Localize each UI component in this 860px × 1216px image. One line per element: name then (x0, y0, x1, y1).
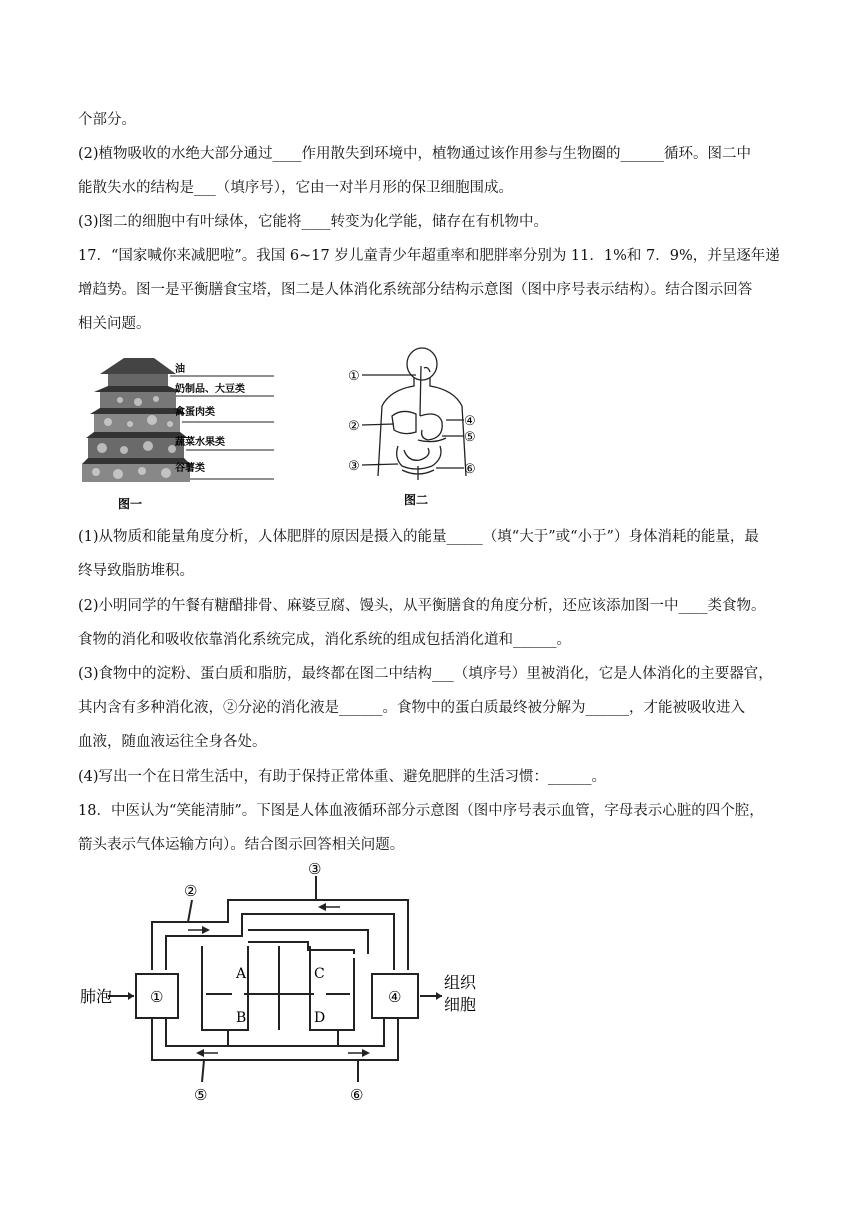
vessel-label-5: ⑤ (194, 1086, 208, 1104)
vessel-label-1: ① (150, 988, 164, 1006)
pyramid-label-meat: 禽蛋肉类 (175, 407, 215, 418)
pyramid-label-dairy: 奶制品、大豆类 (175, 384, 245, 395)
chamber-d-label: D (314, 1010, 326, 1026)
vessel-label-3: ③ (308, 860, 322, 878)
alveoli-label: 肺泡 (80, 987, 113, 1006)
vessel-label-2: ② (184, 882, 198, 900)
pyramid-label-oil: 油 (175, 364, 185, 375)
text-line: 增趋势。图一是平衡膳食宝塔，图二是人体消化系统部分结构示意图（图中序号表示结构）。结合图示回答 (78, 282, 753, 298)
vessel-label-6: ⑥ (350, 1086, 364, 1104)
chamber-c-label: C (314, 966, 325, 982)
figure-1-caption: 图一 (118, 497, 143, 511)
text-line: (3)食物中的淀粉、蛋白质和脂肪，最终都在图二中结构___（填序号）里被消化，它是人体消化的主要器官， (78, 666, 773, 682)
text-line: (2)小明同学的午餐有糖醋排骨、麻婆豆腐、馒头，从平衡膳食的角度分析，还应该添加图一中____类食物。 (78, 598, 766, 614)
chamber-b-label: B (236, 1010, 247, 1026)
vessel-label-4: ④ (388, 988, 402, 1006)
text-line: 其内含有多种消化液，②分泌的消化液是______。食物中的蛋白质最终被分解为______，才能被吸收进入 (78, 700, 745, 716)
question-18-line: 18．中医认为“笑能清肺”。下图是人体血液循环部分示意图（图中序号表示血管，字母表示心脏的四个腔， (78, 803, 764, 819)
text-line: (2)植物吸收的水绝大部分通过____作用散失到环境中，植物通过该作用参与生物圈的______循环。图二中 (78, 146, 752, 162)
text-line: (3)图二的细胞中有叶绿体，它能将____转变为化学能，储存在有机物中。 (78, 214, 549, 230)
text-line: 个部分。 (78, 112, 136, 128)
blood-circulation-figure (78, 860, 490, 1106)
digestive-system-figure (342, 346, 482, 514)
text-line: 能散失水的结构是___（填序号），它由一对半月形的保卫细胞围成。 (78, 180, 513, 196)
text-line: 血液，随血液运往全身各处。 (78, 734, 267, 750)
text-line: 食物的消化和吸收依靠消化系统完成，消化系统的组成包括消化道和______。 (78, 632, 571, 648)
organ-label-4: ④ (464, 414, 476, 429)
tissue-cell-label-1: 组织 (444, 973, 477, 992)
text-line: (4)写出一个在日常生活中，有助于保持正常体重、避免肥胖的生活习惯：______。 (78, 769, 607, 785)
organ-label-1: ① (348, 369, 360, 384)
text-line: 箭头表示气体运输方向）。结合图示回答相关问题。 (78, 837, 405, 853)
question-17-line: 17．“国家喊你来减肥啦”。我国 6~17 岁儿童青少年超重率和肥胖率分别为 11．1%和 7．9%，并呈逐年递 (78, 248, 780, 264)
organ-label-6: ⑥ (464, 462, 476, 477)
text-line: 相关问题。 (78, 316, 151, 332)
pyramid-label-grains: 谷薯类 (175, 463, 205, 474)
pyramid-label-vegetables: 蔬菜水果类 (175, 437, 225, 448)
chamber-a-label: A (236, 966, 247, 982)
text-line: 终导致脂肪堆积。 (78, 563, 194, 579)
food-pyramid-figure (78, 352, 278, 514)
organ-label-5: ⑤ (464, 430, 476, 445)
figure-2-caption: 图二 (404, 493, 429, 507)
text-line: (1)从物质和能量角度分析，人体肥胖的原因是摄入的能量_____（填“大于”或“小于”）身体消耗的能量，最 (78, 529, 759, 545)
organ-label-2: ② (348, 419, 360, 434)
tissue-cell-label-2: 细胞 (444, 995, 477, 1014)
organ-label-3: ③ (348, 459, 360, 474)
